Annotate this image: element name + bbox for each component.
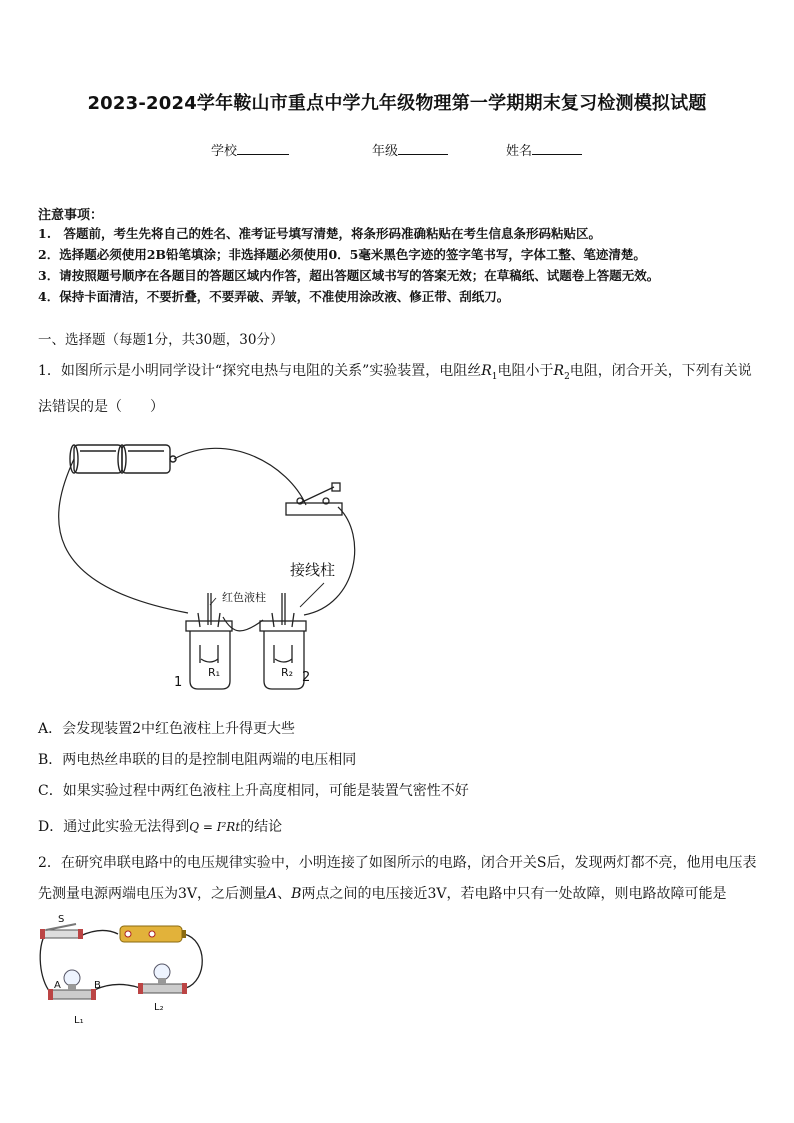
- section-heading: 一、选择题（每题1分，共30题，30分）: [38, 332, 284, 348]
- q1-option-d-text-a: D．通过此实验无法得到: [38, 819, 190, 835]
- circuit-wire: [59, 448, 355, 631]
- notice-item: 1. 答题前，考生先将自己的姓名、准考证号填写清楚，将条形码准确粘贴在考生信息条形码粘贴区。: [38, 226, 602, 241]
- question-1-line-2: 法错误的是（ ）: [38, 399, 164, 415]
- q1-option-b: B．两电热丝串联的目的是控制电阻两端的电压相同: [38, 752, 357, 768]
- name-label: 姓名: [506, 144, 533, 159]
- q1-option-c: C．如果实验过程中两红色液柱上升高度相同，可能是装置气密性不好: [38, 783, 469, 799]
- point-a-label: A: [54, 980, 61, 991]
- q1-text-a: 1．如图所示是小明同学设计“探究电热与电阻的关系”实验装置，电阻丝: [38, 363, 482, 379]
- r2-label: R₂: [281, 666, 294, 679]
- jar-2-number: 2: [302, 670, 311, 685]
- grade-field: [372, 140, 448, 159]
- point-a-symbol: A: [267, 886, 278, 902]
- switch-s-label: S: [58, 914, 65, 925]
- grade-label: 年级: [372, 144, 399, 159]
- q1-option-a: A．会发现装置2中红色液柱上升得更大些: [38, 721, 296, 737]
- lamp-l2-icon: [138, 964, 187, 994]
- terminal-label: 接线柱: [290, 561, 336, 579]
- question-2-line-2: [38, 883, 726, 903]
- lamp-l2-label: L₂: [154, 1002, 164, 1013]
- question-2-line-1: 2．在研究串联电路中的电压规律实验中，小明连接了如图所示的电路，闭合开关S后，发现两灯都不亮，他用电压表: [38, 855, 757, 871]
- point-b-label: B: [94, 980, 101, 991]
- point-b-symbol: B: [291, 886, 302, 902]
- notice-item: 3．请按照题号顺序在各题目的答题区域内作答，超出答题区域书写的答案无效；在草稿纸、试题卷上答题无效。: [38, 268, 660, 283]
- lamp-l1-label: L₁: [74, 1015, 84, 1026]
- school-label: 学校: [211, 144, 238, 159]
- q1-apparatus-figure: [38, 435, 378, 695]
- name-blank: [532, 142, 582, 155]
- point-separator: 、: [277, 886, 292, 902]
- switch-s-icon: [40, 924, 83, 939]
- q1-option-d-text-b: 的结论: [240, 819, 283, 835]
- question-1-line-1: [38, 360, 752, 382]
- name-field: [506, 140, 582, 159]
- jar-1-number: 1: [174, 675, 183, 690]
- q2-text-a: 先测量电源两端电压为3V，之后测量: [38, 886, 268, 902]
- r1-subscript: 1: [491, 371, 498, 382]
- r2-subscript: 2: [564, 371, 570, 382]
- q2-circuit-figure: [36, 910, 216, 1028]
- liquid-column-label: 红色液柱: [222, 591, 266, 604]
- q1-text-b: 电阻小于: [497, 363, 554, 379]
- q1-option-d: [38, 816, 282, 836]
- switch-icon: [286, 483, 342, 515]
- q1-text-c: 电阻，闭合开关，下列有关说: [569, 363, 752, 379]
- notice-item: 2．选择题必须使用2B铅笔填涂；非选择题必须使用0．5毫米黑色字迹的签字笔书写，字体工整、笔迹清楚。: [38, 247, 646, 262]
- notice-heading: 注意事项：: [38, 208, 104, 223]
- grade-blank: [398, 142, 448, 155]
- battery-icon: [120, 926, 186, 942]
- r1-label: R₁: [208, 666, 221, 679]
- r1-symbol: R: [481, 363, 492, 379]
- joule-formula: Q = I²Rt: [189, 820, 241, 834]
- q2-text-b: 两点之间的电压接近3V，若电路中只有一处故障，则电路故障可能是: [301, 886, 727, 902]
- school-field: [211, 140, 289, 159]
- notice-item: 4．保持卡面清洁，不要折叠，不要弄破、弄皱，不准使用涂改液、修正带、刮纸刀。: [38, 289, 510, 304]
- battery-icon: [70, 445, 176, 473]
- document-title: 2023-2024学年鞍山市重点中学九年级物理第一学期期末复习检测模拟试题: [87, 93, 707, 114]
- r2-symbol: R: [553, 363, 565, 379]
- school-blank: [237, 142, 289, 155]
